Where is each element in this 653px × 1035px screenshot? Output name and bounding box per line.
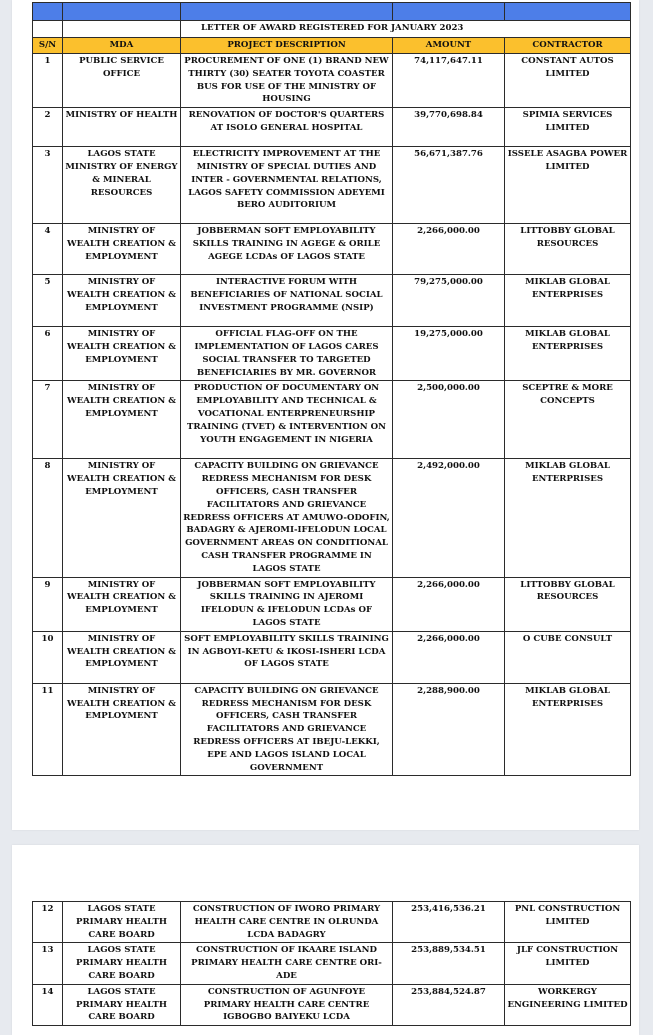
cell-sn: 12 bbox=[33, 902, 63, 943]
cell-sn: 5 bbox=[33, 275, 63, 327]
cell-mda: MINISTRY OF WEALTH CREATION & EMPLOYMENT bbox=[63, 224, 181, 275]
cell-amount: 2,288,900.00 bbox=[393, 683, 505, 776]
document-page-2 bbox=[12, 845, 639, 1035]
cell-mda: MINISTRY OF WEALTH CREATION & EMPLOYMENT bbox=[63, 577, 181, 631]
cell-contractor: JLF CONSTRUCTION LIMITED bbox=[505, 943, 631, 984]
table-title-row bbox=[33, 21, 631, 38]
cell-mda: MINISTRY OF WEALTH CREATION & EMPLOYMENT bbox=[63, 381, 181, 459]
cell-sn: 4 bbox=[33, 224, 63, 275]
cell-contractor: MIKLAB GLOBAL ENTERPRISES bbox=[505, 275, 631, 327]
cell-project: CAPACITY BUILDING ON GRIEVANCE REDRESS MECHANISM FOR DESK OFFICERS, CASH TRANSFER FACILITATORS AND GRIEVANCE REDRESS OFFICERS AT AMUWO-ODOFIN, BADAGRY & AJEROMI-IFELODUN LOCAL GOVERNMENT AREAS ON CONDITIONAL CASH TRANSFER PROGRAMME IN LAGOS STATE bbox=[181, 459, 393, 577]
cell-amount: 19,275,000.00 bbox=[393, 327, 505, 381]
cell-mda: MINISTRY OF WEALTH CREATION & EMPLOYMENT bbox=[63, 459, 181, 577]
cell-amount: 253,889,534.51 bbox=[393, 943, 505, 984]
header-mda: MDA bbox=[63, 38, 181, 54]
cell-sn: 14 bbox=[33, 984, 63, 1025]
cell-project: RENOVATION OF DOCTOR'S QUARTERS AT ISOLO GENERAL HOSPITAL bbox=[181, 108, 393, 147]
table-row bbox=[33, 577, 631, 631]
cell-mda: LAGOS STATE PRIMARY HEALTH CARE BOARD bbox=[63, 943, 181, 984]
cell-project: CAPACITY BUILDING ON GRIEVANCE REDRESS MECHANISM FOR DESK OFFICERS, CASH TRANSFER FACILITATORS AND GRIEVANCE REDRESS OFFICERS AT IBEJU-LEKKI, EPE AND LAGOS ISLAND LOCAL GOVERNMENT bbox=[181, 683, 393, 776]
cell-sn: 13 bbox=[33, 943, 63, 984]
table-header-row bbox=[33, 38, 631, 54]
cell-mda: LAGOS STATE PRIMARY HEALTH CARE BOARD bbox=[63, 984, 181, 1025]
table-row bbox=[33, 327, 631, 381]
cell-amount: 253,416,536.21 bbox=[393, 902, 505, 943]
cell-amount: 56,671,387.76 bbox=[393, 147, 505, 224]
cell-amount: 74,117,647.11 bbox=[393, 54, 505, 108]
header-contractor: CONTRACTOR bbox=[505, 38, 631, 54]
cell-sn: 2 bbox=[33, 108, 63, 147]
cell-project: JOBBERMAN SOFT EMPLOYABILITY SKILLS TRAINING IN AGEGE & ORILE AGEGE LCDAs OF LAGOS STATE bbox=[181, 224, 393, 275]
cell-sn: 3 bbox=[33, 147, 63, 224]
cell-sn: 8 bbox=[33, 459, 63, 577]
table-row bbox=[33, 984, 631, 1025]
cell-contractor: LITTOBBY GLOBAL RESOURCES bbox=[505, 224, 631, 275]
cell-amount: 2,500,000.00 bbox=[393, 381, 505, 459]
header-project: PROJECT DESCRIPTION bbox=[181, 38, 393, 54]
cell-project: CONSTRUCTION OF IWORO PRIMARY HEALTH CARE CENTRE IN OLRUNDA LCDA BADAGRY bbox=[181, 902, 393, 943]
table-row bbox=[33, 147, 631, 224]
cell-amount: 39,770,698.84 bbox=[393, 108, 505, 147]
cell-mda: LAGOS STATE MINISTRY OF ENERGY & MINERAL RESOURCES bbox=[63, 147, 181, 224]
award-table-continued bbox=[32, 901, 631, 1026]
table-row bbox=[33, 224, 631, 275]
table-row bbox=[33, 902, 631, 943]
cell-contractor: SCEPTRE & MORE CONCEPTS bbox=[505, 381, 631, 459]
cell-project: INTERACTIVE FORUM WITH BENEFICIARIES OF NATIONAL SOCIAL INVESTMENT PROGRAMME (NSIP) bbox=[181, 275, 393, 327]
cell-contractor: MIKLAB GLOBAL ENTERPRISES bbox=[505, 459, 631, 577]
table-row bbox=[33, 631, 631, 683]
table-title: LETTER OF AWARD REGISTERED FOR JANUARY 2023 bbox=[181, 21, 631, 38]
table-row bbox=[33, 459, 631, 577]
cell-project: PRODUCTION OF DOCUMENTARY ON EMPLOYABILITY AND TECHNICAL & VOCATIONAL ENTERPRENEURSHIP TRAINING (TVET) & INTERVENTION ON YOUTH ENGAGEMENT IN NIGERIA bbox=[181, 381, 393, 459]
header-sn: S/N bbox=[33, 38, 63, 54]
cell-project: JOBBERMAN SOFT EMPLOYABILITY SKILLS TRAINING IN AJEROMI IFELODUN & IFELODUN LCDAs OF LAGOS STATE bbox=[181, 577, 393, 631]
table-top-band bbox=[33, 3, 631, 21]
cell-contractor: PNL CONSTRUCTION LIMITED bbox=[505, 902, 631, 943]
cell-amount: 2,492,000.00 bbox=[393, 459, 505, 577]
cell-amount: 2,266,000.00 bbox=[393, 224, 505, 275]
cell-mda: PUBLIC SERVICE OFFICE bbox=[63, 54, 181, 108]
cell-contractor: SPIMIA SERVICES LIMITED bbox=[505, 108, 631, 147]
cell-contractor: ISSELE ASAGBA POWER LIMITED bbox=[505, 147, 631, 224]
cell-sn: 11 bbox=[33, 683, 63, 776]
cell-contractor: WORKERGY ENGINEERING LIMITED bbox=[505, 984, 631, 1025]
header-amount: AMOUNT bbox=[393, 38, 505, 54]
cell-contractor: MIKLAB GLOBAL ENTERPRISES bbox=[505, 327, 631, 381]
table-row bbox=[33, 275, 631, 327]
cell-contractor: MIKLAB GLOBAL ENTERPRISES bbox=[505, 683, 631, 776]
cell-amount: 253,884,524.87 bbox=[393, 984, 505, 1025]
cell-mda: MINISTRY OF WEALTH CREATION & EMPLOYMENT bbox=[63, 683, 181, 776]
cell-amount: 2,266,000.00 bbox=[393, 631, 505, 683]
table-row bbox=[33, 381, 631, 459]
cell-sn: 1 bbox=[33, 54, 63, 108]
award-table bbox=[32, 2, 631, 776]
document-page-1 bbox=[12, 0, 639, 830]
table-row bbox=[33, 108, 631, 147]
table-row bbox=[33, 683, 631, 776]
cell-mda: MINISTRY OF WEALTH CREATION & EMPLOYMENT bbox=[63, 327, 181, 381]
cell-project: CONSTRUCTION OF AGUNFOYE PRIMARY HEALTH CARE CENTRE IGBOGBO BAIYEKU LCDA bbox=[181, 984, 393, 1025]
cell-sn: 7 bbox=[33, 381, 63, 459]
cell-mda: MINISTRY OF WEALTH CREATION & EMPLOYMENT bbox=[63, 275, 181, 327]
cell-project: ELECTRICITY IMPROVEMENT AT THE MINISTRY OF SPECIAL DUTIES AND INTER - GOVERNMENTAL RELATIONS, LAGOS SAFETY COMMISSION ADEYEMI BERO AUDITORIUM bbox=[181, 147, 393, 224]
table-row bbox=[33, 943, 631, 984]
cell-sn: 10 bbox=[33, 631, 63, 683]
cell-contractor: CONSTANT AUTOS LIMITED bbox=[505, 54, 631, 108]
cell-sn: 9 bbox=[33, 577, 63, 631]
cell-contractor: LITTOBBY GLOBAL RESOURCES bbox=[505, 577, 631, 631]
cell-sn: 6 bbox=[33, 327, 63, 381]
table-row bbox=[33, 54, 631, 108]
cell-amount: 2,266,000.00 bbox=[393, 577, 505, 631]
cell-amount: 79,275,000.00 bbox=[393, 275, 505, 327]
cell-mda: LAGOS STATE PRIMARY HEALTH CARE BOARD bbox=[63, 902, 181, 943]
cell-contractor: O CUBE CONSULT bbox=[505, 631, 631, 683]
cell-project: PROCUREMENT OF ONE (1) BRAND NEW THIRTY (30) SEATER TOYOTA COASTER BUS FOR USE OF THE MINISTRY OF HOUSING bbox=[181, 54, 393, 108]
cell-mda: MINISTRY OF WEALTH CREATION & EMPLOYMENT bbox=[63, 631, 181, 683]
cell-project: CONSTRUCTION OF IKAARE ISLAND PRIMARY HEALTH CARE CENTRE ORI-ADE bbox=[181, 943, 393, 984]
cell-mda: MINISTRY OF HEALTH bbox=[63, 108, 181, 147]
cell-project: OFFICIAL FLAG-OFF ON THE IMPLEMENTATION OF LAGOS CARES SOCIAL TRANSFER TO TARGETED BENEFICIARIES BY MR. GOVERNOR bbox=[181, 327, 393, 381]
cell-project: SOFT EMPLOYABILITY SKILLS TRAINING IN AGBOYI-KETU & IKOSI-ISHERI LCDA OF LAGOS STATE bbox=[181, 631, 393, 683]
